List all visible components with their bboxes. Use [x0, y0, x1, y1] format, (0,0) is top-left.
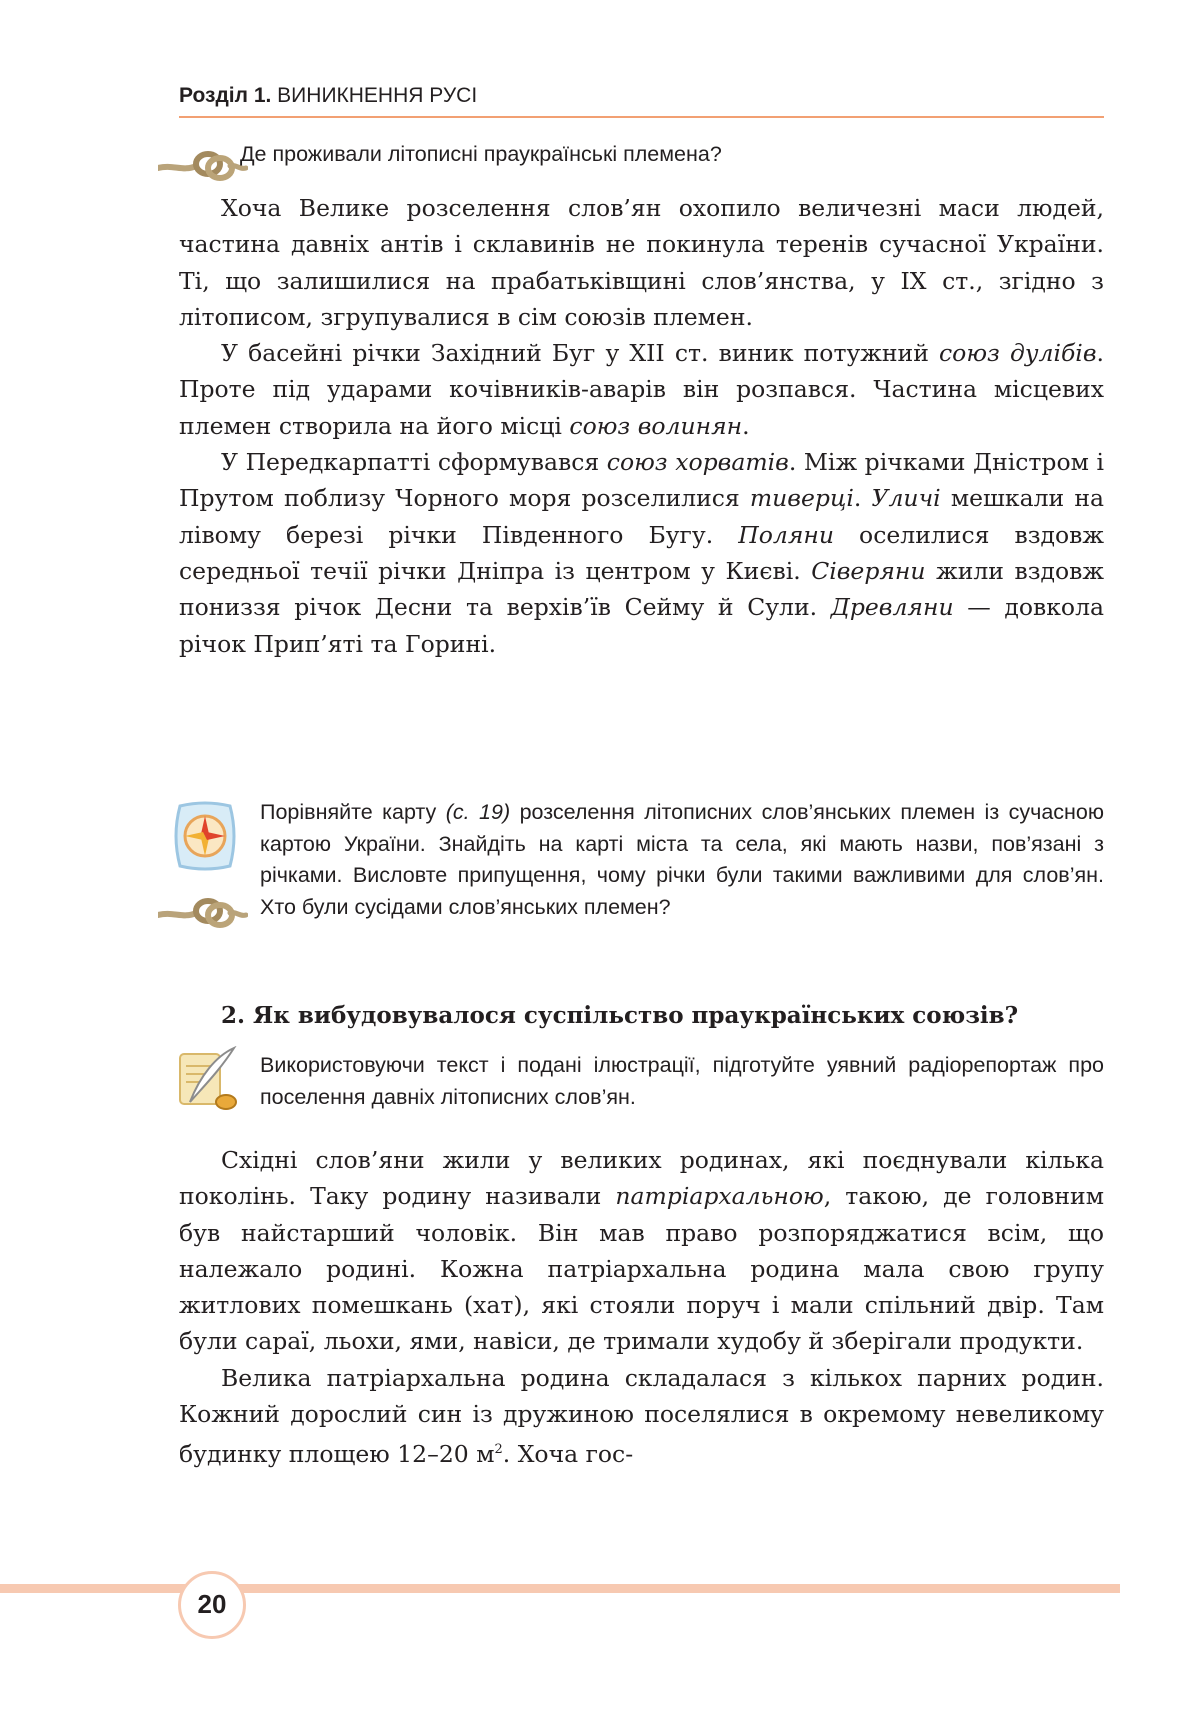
section-question: Де проживали літописні праукраїнські племена? — [240, 142, 722, 166]
section-title: ВИНИКНЕННЯ РУСІ — [277, 84, 478, 107]
paragraph-3: У Передкарпатті сформувався союз хорватів. Між річками Дністром і Прутом поблизу Чорного моря розселилися тиверці. Уличі мешкали на лівому березі річки Південного Бугу. Поляни оселилися вздовж середньої течії річки Дніпра із центром у Києві. Сіверяни жили вздовж пониззя річок Десни та верхів’їв Сейму й Сули. Древляни — довкола річок Прип’яті та Горині. — [179, 448, 1105, 658]
term-tyvertsi: тиверці — [749, 484, 854, 513]
term-khorvativ: союз хорватів — [606, 448, 789, 477]
body-text-block-2 — [179, 1142, 1104, 1473]
footer-bar — [0, 1584, 1120, 1593]
term-dulibiv: союз дулібів — [939, 339, 1097, 368]
task-compare-maps: Порівняйте карту (с. 19) розселення літописних слов’янських племен із сучасною картою України. Знайдіть на карті міста та села, які мають назви, пов’язані з річками. Висловте припущення, чому річки були такими важливими для слов’ян. Хто були сусідами слов’янських племен? — [260, 800, 1105, 919]
rope-knot-icon — [158, 893, 248, 933]
term-patriarchal: патріархальною — [615, 1182, 824, 1211]
term-polyany: Поляни — [738, 520, 834, 549]
rope-knot-icon — [158, 146, 248, 186]
paragraph-2: У басейні річки Західний Буг у XII ст. виник потужний союз дулібів. Проте під ударами кочівників-аварів він розпався. Частина місцевих племен створила на його місці союз волинян. — [179, 339, 1104, 440]
compass-icon — [172, 800, 238, 872]
paragraph-1: Хоча Велике розселення слов’ян охопило величезні маси людей, частина давніх антів і склавинів не покинула теренів сучасної України. Ті, що залишилися на прабатьківщині слов’янства, у IX ст., згідно з літописом, згрупувалися в сім союзів племен. — [179, 194, 1104, 331]
term-volynyan: союз волинян — [569, 411, 743, 440]
paragraph-4: Східні слов’яни жили у великих родинах, які поєднували кілька поколінь. Таку родину називали патріархальною, такою, де головним був найстарший чоловік. Він мав право розпоряджатися всім, що належало родині. Кожна патріархальна родина мала свою групу житлових помешкань (хат), які стояли поруч і мали спільний двір. Там були сараї, льохи, ями, навіси, де тримали худобу й зберігали продукти. — [179, 1146, 1104, 1356]
running-header — [179, 80, 1104, 118]
page-reference: (с. 19) — [445, 800, 511, 824]
term-drevlyany: Древляни — [830, 593, 954, 622]
term-ulychi: Уличі — [871, 484, 941, 513]
term-siveryany: Сіверяни — [811, 556, 926, 585]
task-radio-report: Використовуючи текст і подані ілюстрації, підготуйте уявний радіорепортаж про поселення давніх літописних слов’ян. — [260, 1053, 1104, 1109]
section-label: Розділ 1. — [179, 84, 272, 107]
paragraph-5: Велика патріархальна родина складалася з кількох парних родин. Кожний дорослий син із дружиною поселялися в окремому невеликому будинку площею 12–20 $м^2$. Хоча гос- — [179, 1363, 1104, 1469]
body-text-block-1 — [179, 190, 1104, 662]
quill-scroll-icon — [176, 1046, 240, 1112]
section-heading-2: 2. Як вибудовувалося суспільство праукраїнських союзів? — [221, 1002, 1019, 1029]
superscript-2: 2 — [494, 1442, 503, 1458]
page-number: 20 — [178, 1571, 246, 1639]
